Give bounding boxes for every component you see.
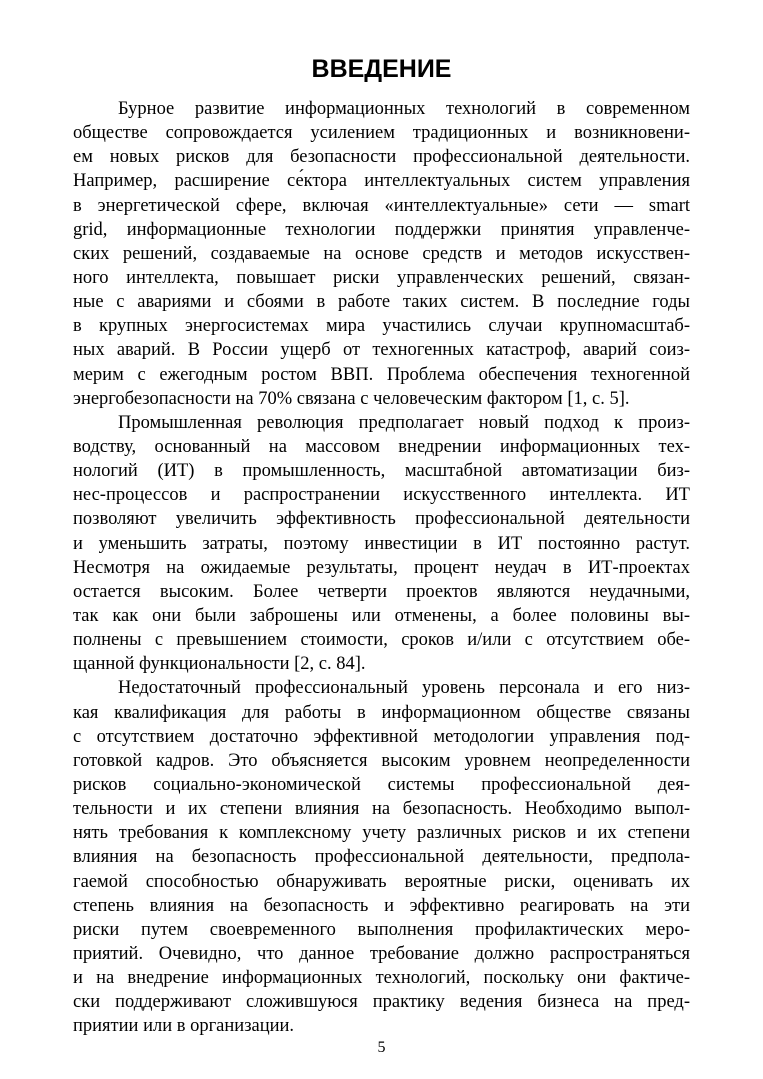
text-line: тельности и их степени влияния на безопасность. Необходимо выпол- [73, 799, 690, 820]
text-line: Промышленная революция предполагает новый подход к произ- [118, 412, 690, 433]
text-line: в крупных энергосистемах мира участились случаи крупномасштаб- [73, 316, 690, 337]
paragraph [73, 411, 690, 677]
text-line: готовкой кадров. Это объясняется высоким уровнем неопределенности [73, 750, 690, 771]
body-text [73, 97, 690, 1038]
text-line: степень влияния на безопасность и эффективно реагировать на эти [73, 895, 690, 916]
text-line: с отсутствием достаточно эффективной методологии управления под- [73, 726, 690, 747]
text-line: ных аварий. В России ущерб от техногенных катастроф, аварий соиз- [73, 340, 690, 361]
text-line: гаемой способностью обнаруживать вероятные риски, оценивать их [73, 871, 690, 892]
text-line: ного интеллекта, повышает риски управленческих решений, связан- [73, 267, 690, 288]
text-line: кая квалификация для работы в информационном обществе связаны [73, 702, 690, 723]
text-line: ски поддерживают сложившуюся практику ведения бизнеса на пред- [73, 992, 690, 1013]
text-line: ских решений, создаваемые на основе средств и методов искусствен- [73, 243, 690, 264]
text-line: остается высоким. Более четверти проектов являются неудачными, [73, 581, 690, 602]
text-line: щанной функциональности [2, с. 84]. [73, 654, 366, 675]
paragraph [73, 97, 690, 411]
text-line: Несмотря на ожидаемые результаты, процент неудач в ИТ-проектах [73, 557, 690, 578]
text-line: мерим с ежегодным ростом ВВП. Проблема обеспечения техногенной [73, 364, 690, 385]
text-line: ем новых рисков для безопасности профессиональной деятельности. [73, 147, 690, 168]
text-line: нять требования к комплексному учету различных рисков и их степени [73, 823, 690, 844]
text-line: и на внедрение информационных технологий, поскольку они фактиче- [73, 968, 690, 989]
text-line: и уменьшить затраты, поэтому инвестиции в ИТ постоянно растут. [73, 533, 690, 554]
text-line: нологий (ИТ) в промышленность, масштабной автоматизации биз- [73, 461, 690, 482]
text-line: ные с авариями и сбоями в работе таких систем. В последние годы [73, 292, 690, 313]
text-line: grid, информационные технологии поддержки принятия управленче- [73, 219, 690, 240]
text-line: риски путем своевременного выполнения профилактических меро- [73, 919, 690, 940]
text-line: приятии или в организации. [73, 1016, 295, 1037]
text-line: полнены с превышением стоимости, сроков и/или с отсутствием обе- [73, 630, 690, 651]
text-line: нес-процессов и распространении искусственного интеллекта. ИТ [73, 485, 690, 506]
text-line: обществе сопровождается усилением традиционных и возникновени- [73, 123, 690, 144]
text-line: Например, расширение се́ктора интеллектуальных систем управления [73, 171, 690, 192]
text-line: водству, основанный на массовом внедрении информационных тех- [73, 436, 690, 457]
page-number: 5 [377, 1039, 386, 1056]
text-line: приятий. Очевидно, что данное требование должно распространяться [73, 943, 690, 964]
text-line: влияния на безопасность профессиональной деятельности, предпола- [73, 847, 690, 868]
paragraph [73, 676, 690, 1038]
text-line: так как они были заброшены или отменены, а более половины вы- [73, 605, 690, 626]
text-line: рисков социально-экономической системы профессиональной дея- [73, 774, 690, 795]
page-title: ВВЕДЕНИЕ [311, 55, 452, 83]
text-line: Бурное развитие информационных технологий в современном [118, 99, 690, 119]
text-line: в энергетической сфере, включая «интеллектуальные» сети — smart [73, 195, 690, 216]
text-line: позволяют увеличить эффективность профессиональной деятельности [73, 509, 690, 530]
text-line: Недостаточный профессиональный уровень персонала и его низ- [118, 678, 690, 699]
text-line: энергобезопасности на 70% связана с человеческим фактором [1, с. 5]. [73, 388, 630, 409]
